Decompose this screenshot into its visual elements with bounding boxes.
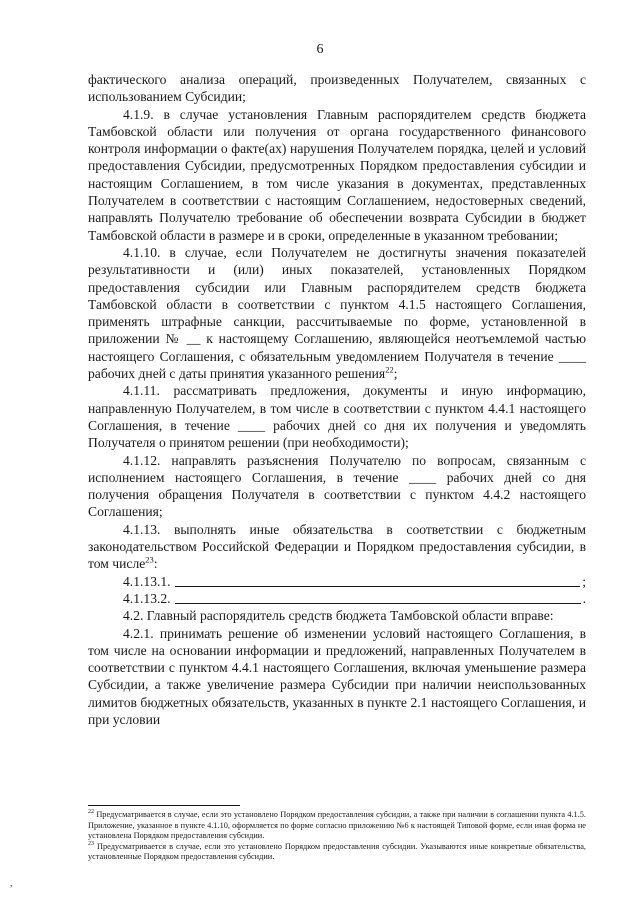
margin-mark: , <box>10 878 13 889</box>
body-text <box>88 71 586 728</box>
paragraph-4-2: 4.2. Главный распорядитель средств бюджета Тамбовской области вправе: <box>123 608 554 624</box>
paragraph-4-1-10: 4.1.10. в случае, если Получателем не достигнуты значения показателей результативности и (или) иных показателей, установленных Порядком предоставления субсидии или Главным распорядителем средств бюджета Тамбовской области в соответствии с пунктом 4.1.5 настоящего Соглашения, применять штрафные санкции, рассчитываемые по форме, установленной в приложении № __ к настоящему Соглашению, являющейся неотъемлемой частью настоящего Соглашения, с обязательным уведомлением Получателя в течение ____ рабочих дней с даты принятия указанного решения$^{22}$; <box>88 244 586 382</box>
blank-item-label: 4.1.13.1. <box>123 573 171 589</box>
fill-in-line[interactable] <box>175 591 581 604</box>
footnote-number: 23 <box>88 841 94 848</box>
paragraph-4-1-12: 4.1.12. направлять разъяснения Получателю по вопросам, связанным с исполнением настоящего Соглашения, в течение ____ рабочих дней со дня получения обращения Получателя в соответствии с пунктом 4.4.2 настоящего Соглашения; <box>88 452 586 520</box>
fill-in-line[interactable] <box>175 574 581 587</box>
blank-item-4-1-13-1 <box>88 573 586 590</box>
footnote-ref-22[interactable]: 22 <box>385 364 394 375</box>
blank-item-label: 4.1.13.2. <box>123 590 171 606</box>
footnotes <box>88 810 586 863</box>
blank-item-4-1-13-2 <box>88 590 586 607</box>
footnote-number: 22 <box>88 809 94 816</box>
paragraph-4-1-11: 4.1.11. рассматривать предложения, документы и иную информацию, направленную Получателем, в том числе в соответствии с пунктом 4.4.1 настоящего Соглашения, в течение ____ рабочих дней со дня их получения и уведомлять Получателя о принятом решении (при необходимости); <box>88 383 586 451</box>
paragraph-continuation: фактического анализа операций, произведенных Получателем, связанных с использованием Субсидии; <box>88 72 586 105</box>
footnote-22: $^{22}$ Предусматривается в случае, если это установлено Порядком предоставления субсидии, а также при наличии в соглашении пункта 4.1.5. Приложение, указанное в пункте 4.1.10, оформляется по форме согласно приложению №6 к настоящей Типовой форме, если иная форма не установлена Порядком предоставления субсидии. <box>88 809 587 841</box>
blank-item-end: ; <box>582 573 586 589</box>
page-number: 6 <box>316 42 324 57</box>
blank-item-end: . <box>582 590 586 606</box>
footnote-23: $^{23}$ Предусматривается в случае, если это установлено Порядком предоставления субсидии. Указываются иные конкретные обязательства, установленные Порядком предоставления субсидии. <box>88 841 586 862</box>
footnote-separator <box>88 805 240 806</box>
paragraph-4-1-13: 4.1.13. выполнять иные обязательства в соответствии с бюджетным законодательством Российской Федерации и Порядком предоставления субсидии, в том числе$^{23}$: <box>88 521 586 572</box>
paragraph-4-1-9: 4.1.9. в случае установления Главным распорядителем средств бюджета Тамбовской области или получения от органа государственного финансового контроля информации о факте(ах) нарушения Получателем порядка, целей и условий предоставления Субсидии, предусмотренных Порядком предоставления субсидии и настоящим Соглашением, в том числе указания в документах, представленных Получателем в соответствии с настоящим Соглашением, недостоверных сведений, направлять Получателю требование об обеспечении возврата Субсидии в бюджет Тамбовской области в размере и в сроки, определенные в указанном требовании; <box>88 106 586 243</box>
footnote-ref-23[interactable]: 23 <box>145 554 154 565</box>
paragraph-4-2-1: 4.2.1. принимать решение об изменении условий настоящего Соглашения, в том числе на основании информации и предложений, направленных Получателем в соответствии с пунктом 4.4.1 настоящего Соглашения, включая уменьшение размера Субсидии, а также увеличение размера Субсидии при наличии неиспользованных лимитов бюджетных обязательств, указанных в пункте 2.1 настоящего Соглашения, и при условии <box>88 625 586 727</box>
